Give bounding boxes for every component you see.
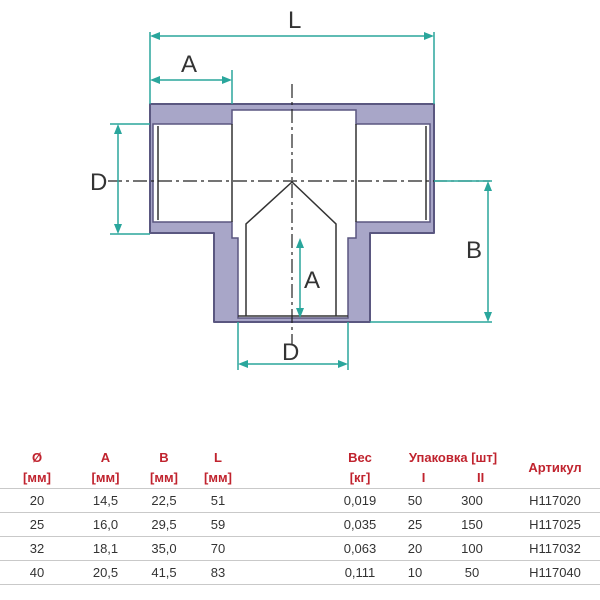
cell-l: 70 bbox=[210, 541, 226, 556]
cell-spacer bbox=[245, 513, 324, 537]
dim-label-A-bottom: A bbox=[304, 267, 321, 294]
cell-weight: 0,111 bbox=[344, 565, 376, 580]
cell-a: 20,5 bbox=[92, 565, 119, 580]
cell-diameter: 25 bbox=[29, 517, 45, 532]
table-header-row bbox=[0, 448, 600, 489]
cell-weight: 0,035 bbox=[343, 517, 377, 532]
cell-l: 83 bbox=[210, 565, 226, 580]
dim-label-L: L bbox=[288, 7, 302, 34]
cell-pack-1: 50 bbox=[407, 493, 423, 508]
cell-l: 51 bbox=[210, 493, 226, 508]
cell-pack-2: 50 bbox=[464, 565, 480, 580]
header-spacer bbox=[245, 448, 324, 489]
table-row bbox=[0, 489, 600, 513]
cell-spacer bbox=[245, 537, 324, 561]
cell-pack-2: 150 bbox=[461, 517, 483, 532]
cell-article: H117025 bbox=[529, 517, 581, 532]
cell-diameter: 40 bbox=[29, 565, 45, 580]
cell-pack-2: 100 bbox=[461, 541, 483, 556]
cell-a: 14,5 bbox=[92, 493, 119, 508]
cell-diameter: 32 bbox=[29, 541, 45, 556]
cell-diameter: 20 bbox=[29, 493, 45, 508]
cell-a: 18,1 bbox=[92, 541, 119, 556]
cell-article: H117040 bbox=[529, 565, 581, 580]
cell-article: H117032 bbox=[529, 541, 581, 556]
spec-table bbox=[0, 448, 600, 585]
header-pack-2: II bbox=[476, 470, 485, 485]
header-pack-1: I bbox=[421, 470, 426, 485]
table-row bbox=[0, 513, 600, 537]
table-row bbox=[0, 537, 600, 561]
header-b: B [мм] bbox=[150, 450, 178, 485]
cell-b: 22,5 bbox=[151, 493, 177, 508]
cell-b: 41,5 bbox=[151, 565, 177, 580]
header-packaging: Упаковка [шт] I II bbox=[396, 448, 510, 489]
cell-article: H117020 bbox=[529, 493, 581, 508]
dim-label-D-bottom: D bbox=[282, 339, 300, 366]
cell-pack-1: 25 bbox=[407, 517, 423, 532]
cell-a: 16,0 bbox=[92, 517, 119, 532]
header-diameter: Ø [мм] bbox=[23, 450, 51, 485]
cell-weight: 0,063 bbox=[343, 541, 377, 556]
cell-b: 29,5 bbox=[151, 517, 177, 532]
header-a: A [мм] bbox=[91, 450, 120, 485]
table-row bbox=[0, 561, 600, 585]
header-weight: Вес [кг] bbox=[348, 450, 372, 485]
cell-pack-1: 20 bbox=[407, 541, 423, 556]
cell-spacer bbox=[245, 561, 324, 585]
cell-spacer bbox=[245, 489, 324, 513]
cell-l: 59 bbox=[210, 517, 226, 532]
dim-label-B: B bbox=[466, 237, 483, 264]
dim-label-D-left: D bbox=[90, 169, 108, 196]
cell-weight: 0,019 bbox=[343, 493, 377, 508]
header-article: Артикул bbox=[528, 460, 582, 475]
cell-pack-2: 300 bbox=[461, 493, 483, 508]
cell-b: 35,0 bbox=[151, 541, 177, 556]
cell-pack-1: 10 bbox=[407, 565, 423, 580]
dim-label-A-top: A bbox=[181, 51, 198, 78]
header-l: L [мм] bbox=[204, 450, 232, 485]
